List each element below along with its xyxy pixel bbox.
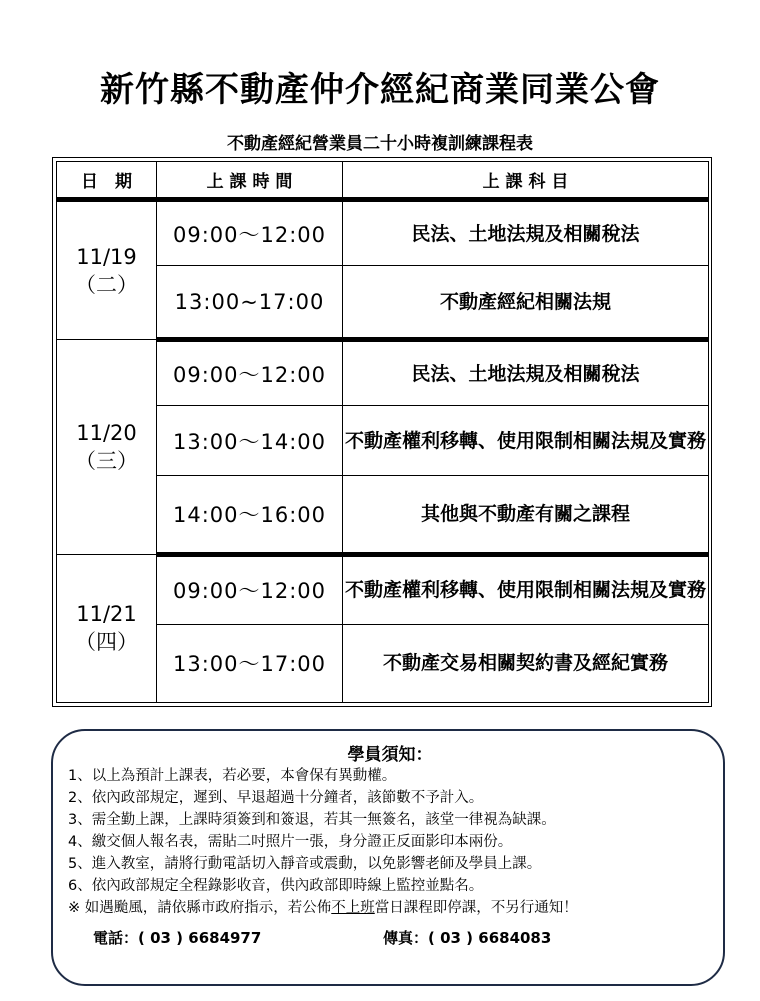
list-item: 6、依內政部規定全程錄影收音，供內政部即時線上監控並點名。: [68, 878, 484, 894]
weekday-label: （三）: [75, 448, 138, 473]
date-cell: [57, 200, 157, 340]
notice-list: [68, 765, 718, 919]
time-cell: 09:00～12:00: [157, 554, 343, 624]
table-row: [57, 200, 709, 266]
weekday-label: （四）: [75, 630, 138, 655]
date-cell: [57, 554, 157, 702]
time-cell: 09:00～12:00: [157, 340, 343, 406]
table-row: [57, 340, 709, 406]
table-header-row: [57, 162, 709, 200]
notice-box: [51, 729, 725, 986]
header-time: 上 課 時 間: [157, 162, 343, 200]
list-item: 3、需全勤上課，上課時須簽到和簽退，若其一無簽名，該堂一律視為缺課。: [68, 812, 556, 828]
date-label: 11/20: [76, 420, 137, 445]
subject-cell: 不動產權利移轉、使用限制相關法規及實務: [343, 406, 709, 476]
time-cell: 14:00～16:00: [157, 476, 343, 554]
time-cell: 09:00～12:00: [157, 200, 343, 266]
subject-cell: 不動產交易相關契約書及經紀實務: [343, 624, 709, 702]
time-cell: 13:00～17:00: [157, 624, 343, 702]
typhoon-suffix: 當日課程即停課，不另行通知！: [374, 900, 578, 916]
typhoon-underlined: 不上班: [331, 900, 375, 916]
header-subject: 上 課 科 目: [343, 162, 709, 200]
phone-number: 電話：( 03 ) 6684977: [93, 929, 262, 947]
subject-cell: 其他與不動產有關之課程: [343, 476, 709, 554]
header-date: 日 期: [57, 162, 157, 200]
subject-cell: 民法、土地法規及相關稅法: [343, 340, 709, 406]
list-item: 4、繳交個人報名表，需貼二吋照片一張，身分證正反面影印本兩份。: [68, 834, 513, 850]
typhoon-notice: [68, 897, 718, 919]
list-item: 1、以上為預計上課表，若必要，本會保有異動權。: [68, 768, 397, 784]
schedule-table: [56, 161, 709, 703]
weekday-label: （二）: [75, 272, 138, 297]
fax-number: 傳真：( 03 ) 6684083: [383, 929, 552, 947]
date-label: 11/19: [76, 244, 137, 269]
time-cell: 13:00～14:00: [157, 406, 343, 476]
contact-info: [93, 927, 693, 948]
date-label: 11/21: [76, 602, 137, 627]
page-title: 新竹縣不動產仲介經紀商業同業公會: [100, 70, 660, 110]
date-cell: [57, 340, 157, 554]
time-cell: 13:00~17:00: [157, 266, 343, 340]
list-item: 2、依內政部規定，遲到、早退超過十分鐘者，該節數不予計入。: [68, 790, 484, 806]
subject-cell: 不動產經紀相關法規: [343, 266, 709, 340]
typhoon-prefix: ※ 如遇颱風，請依縣市政府指示，若公佈: [68, 900, 332, 916]
schedule-table-frame: [52, 157, 712, 707]
subject-cell: 民法、土地法規及相關稅法: [343, 200, 709, 266]
list-item: 5、進入教室，請將行動電話切入靜音或震動，以免影響老師及學員上課。: [68, 856, 542, 872]
notice-title: 學員須知：: [347, 745, 433, 765]
page-subtitle: 不動產經紀營業員二十小時複訓練課程表: [227, 134, 533, 154]
subject-cell: 不動產權利移轉、使用限制相關法規及實務: [343, 554, 709, 624]
table-row: [57, 554, 709, 624]
